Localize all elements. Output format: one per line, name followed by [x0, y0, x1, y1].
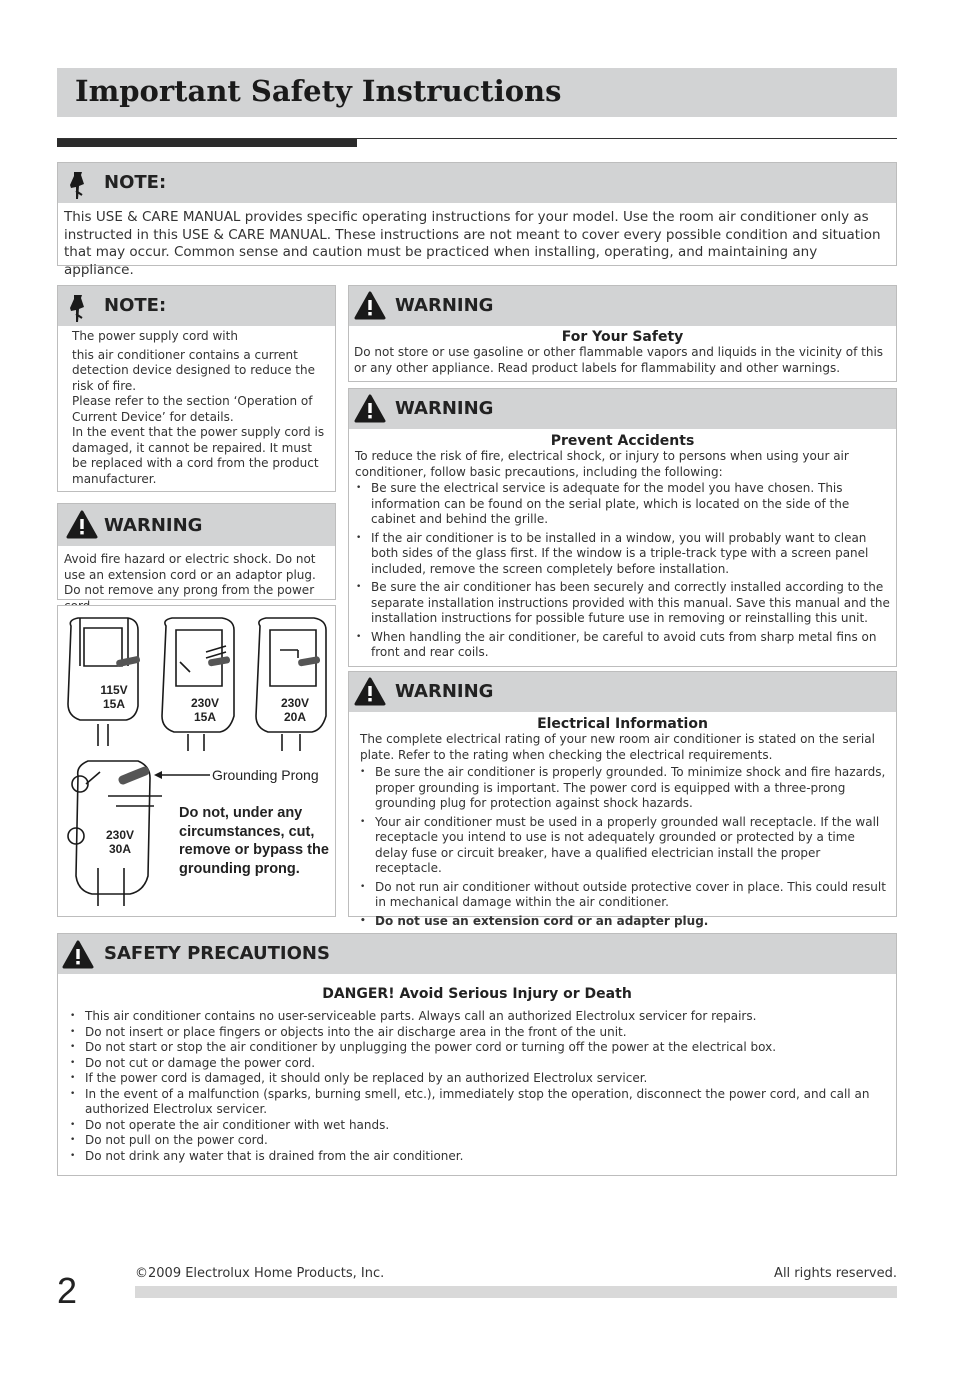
plug-illustration-box	[57, 605, 336, 917]
warning-triangle-icon	[62, 940, 94, 970]
warning-intro: To reduce the risk of fire, electrical shock, or injury to persons when using your air conditioner, follow basic precautions, including the following:	[355, 449, 849, 479]
note-box-left	[57, 285, 336, 492]
list-item: • When handling the air conditioner, be careful to avoid cuts from sharp metal fins on front and rear coils.	[354, 630, 890, 661]
list-item: • Be sure the electrical service is adequate for the model you have chosen. This information can be found on the serial plate, which is located on the side of the cabinet and behind the grille.	[354, 481, 890, 528]
rights-reserved: All rights reserved.	[774, 1266, 897, 1281]
warning-heading: WARNING	[395, 295, 494, 316]
warning-list	[349, 481, 896, 661]
page-title: Important Safety Instructions	[75, 74, 562, 108]
list-item: • If the air conditioner is to be installed in a window, you will probably want to clean both sides of the glass first. If the window is a triple-track type with a screen panel included, remove the screen completely before installation.	[354, 531, 890, 578]
list-item: • Do not pull on the power cord.	[68, 1133, 888, 1149]
pushpin-icon	[66, 292, 92, 326]
warning-triangle-icon	[66, 510, 98, 540]
list-item: • Do not operate the air conditioner with wet hands.	[68, 1118, 888, 1134]
precautions-header	[58, 934, 896, 974]
list-item: • This air conditioner contains no user-serviceable parts. Always call an authorized Electrolux servicer for repairs.	[68, 1009, 888, 1025]
safety-precautions-box	[57, 933, 897, 1176]
warning-subheading: For Your Safety	[561, 329, 684, 345]
warning-heading: WARNING	[395, 681, 494, 702]
note-header	[58, 163, 896, 203]
warning-header	[349, 286, 896, 326]
precautions-heading: SAFETY PRECAUTIONS	[104, 943, 330, 964]
note-body	[58, 326, 335, 487]
list-item: • If the power cord is damaged, it should only be replaced by an authorized Electrolux servicer.	[68, 1071, 888, 1087]
list-item: • Do not cut or damage the power cord.	[68, 1056, 888, 1072]
warning-triangle-icon	[354, 677, 386, 707]
note-header	[58, 286, 335, 326]
list-item: • Do not insert or place fingers or objects into the air discharge area in the front of the unit.	[68, 1025, 888, 1041]
pushpin-icon	[66, 169, 92, 203]
list-item: • Your air conditioner must be used in a properly grounded wall receptacle. If the wall receptacle you intend to use is not adequately grounded or protected by a time delay fuse or circuit breaker, have a qualified electrician install the proper receptacle.	[358, 815, 890, 877]
warning-box-safety	[348, 285, 897, 382]
note-line: this air conditioner contains a current detection device designed to reduce the risk of fire.	[72, 347, 315, 393]
warning-triangle-icon	[354, 394, 386, 424]
title-bar	[57, 68, 897, 117]
plug-rating-label: 115V 15A	[96, 683, 132, 711]
note-line: Please refer to the section ‘Operation of Current Device’ for details.	[72, 394, 313, 424]
warning-list	[349, 765, 896, 929]
warning-box-accidents	[348, 388, 897, 667]
page-number: 2	[57, 1270, 78, 1311]
list-item: • Be sure the air conditioner has been securely and correctly installed according to the separate installation instructions provided with this manual. Save this manual and the installation instructions for possible future use in removing or reinstalling this unit.	[354, 580, 890, 627]
grounding-prong-label: Grounding Prong	[212, 767, 319, 783]
note-heading: NOTE:	[104, 172, 167, 193]
warning-body: Do not store or use gasoline or other flammable vapors and liquids in the vicinity of this or any other appliance. Read product labels for flammability and other warnings.	[354, 345, 884, 375]
list-item: • Do not run air conditioner without outside protective cover in place. This could result in mechanical damage within the air conditioner.	[358, 880, 890, 911]
grounding-caution: Do not, under any circumstances, cut, remove or bypass the grounding prong.	[179, 805, 329, 877]
list-item: • Do not drink any water that is drained from the air conditioner.	[68, 1149, 888, 1165]
precautions-list	[58, 1009, 896, 1164]
warning-intro: The complete electrical rating of your new room air conditioner is stated on the serial plate. Refer to the rating when checking the electrical requirements.	[360, 732, 875, 762]
footer-bar	[135, 1286, 897, 1298]
warning-heading: WARNING	[104, 515, 203, 536]
warning-header	[349, 389, 896, 429]
divider-accent	[57, 139, 357, 147]
precautions-subheading: DANGER! Avoid Serious Injury or Death	[322, 986, 632, 1002]
list-item: • In the event of a malfunction (sparks, burning smell, etc.), immediately stop the operation, disconnect the power cord, and call an authorized Electrolux servicer.	[68, 1087, 888, 1118]
note-line: In the event that the power supply cord is damaged, it cannot be repaired. It must be replaced with a cord from the product manufacturer.	[72, 425, 325, 486]
note-line: The power supply cord with	[72, 329, 238, 343]
copyright: ©2009 Electrolux Home Products, Inc.	[135, 1266, 385, 1281]
note-heading: NOTE:	[104, 295, 167, 316]
plug-rating-label: 230V 15A	[186, 696, 224, 724]
warning-triangle-icon	[354, 291, 386, 321]
warning-box-left	[57, 503, 336, 600]
warning-box-electrical	[348, 671, 897, 928]
warning-subheading: Prevent Accidents	[550, 433, 695, 449]
warning-heading: WARNING	[395, 398, 494, 419]
list-item: • Be sure the air conditioner is properly grounded. To minimize shock and fire hazards, proper grounding is important. The power cord is equipped with a three-prong grounding plug for protection against shock hazards.	[358, 765, 890, 812]
warning-header	[349, 672, 896, 712]
list-item: • Do not start or stop the air conditioner by unplugging the power cord or turning off the power at the electrical box.	[68, 1040, 888, 1056]
note-body: This USE & CARE MANUAL provides specific operating instructions for your model. Use the room air conditioner only as instructed in this USE & CARE MANUAL. These instructions are not meant to cover every possible condition and situation that may occur. Common sense and caution must be practiced when installing, operating, and maintaining any appliance.	[64, 209, 881, 278]
list-item: • Do not use an extension cord or an adapter plug.	[358, 914, 890, 930]
plug-rating-label: 230V 20A	[276, 696, 314, 724]
warning-subheading: Electrical Information	[537, 716, 708, 732]
warning-header	[58, 504, 335, 546]
warning-body: Avoid fire hazard or electric shock. Do not use an extension cord or an adaptor plug. Do not remove any prong from the power	[64, 552, 316, 597]
plug-rating-label: 230V 30A	[102, 828, 138, 856]
note-box-top	[57, 162, 897, 278]
